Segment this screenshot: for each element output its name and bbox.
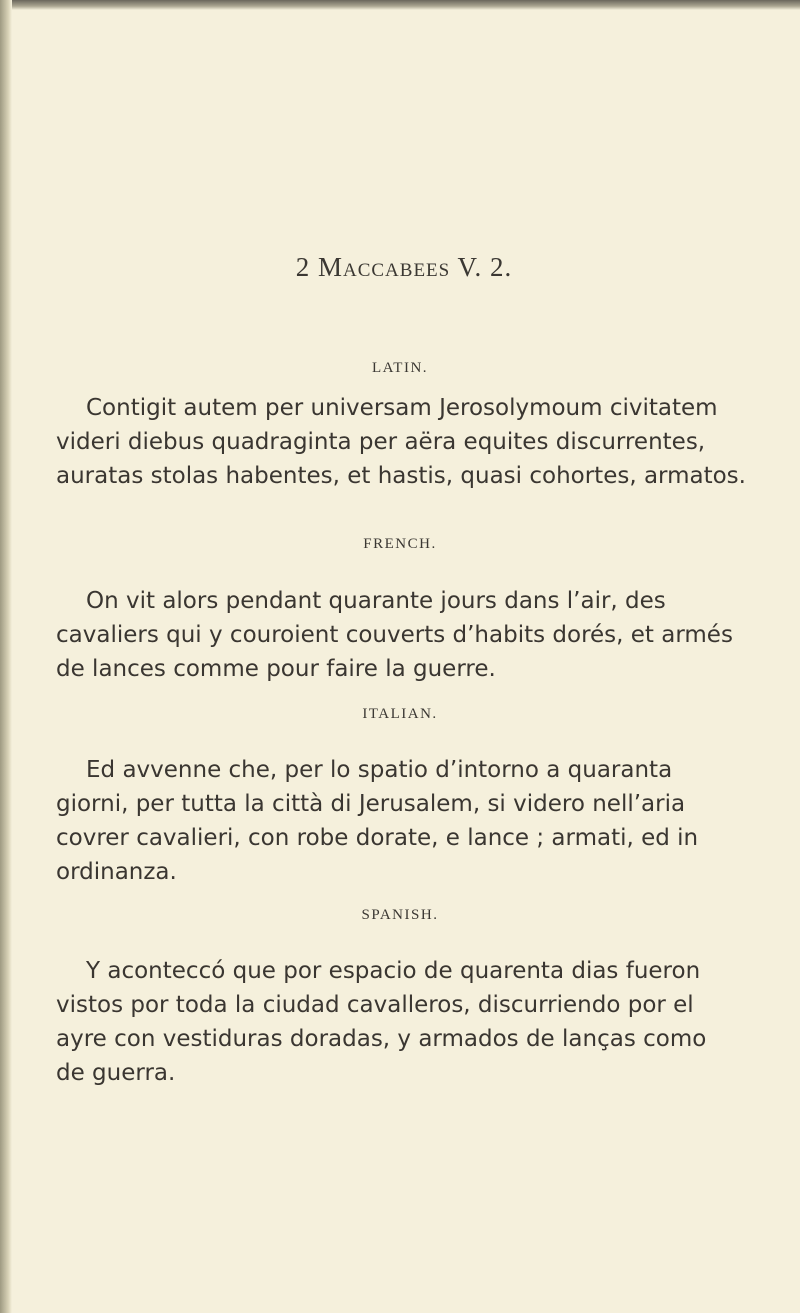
section-text-latin bbox=[56, 391, 746, 493]
section-text-italian bbox=[56, 753, 746, 889]
text-line: giorni, per tutta la città di Jerusalem, si videro nell’aria bbox=[56, 791, 686, 817]
page-title: 2 Maccabees V. 2. bbox=[295, 252, 513, 282]
text-line: de guerra. bbox=[56, 1060, 176, 1086]
text-line: auratas stolas habentes, et hastis, quasi cohortes, armatos. bbox=[56, 463, 746, 489]
text-line: ordinanza. bbox=[56, 859, 177, 885]
text-line: Ed avvenne che, per lo spatio d’intorno a quaranta bbox=[86, 757, 673, 783]
text-line: cavaliers qui y couroient couverts d’habits dorés, et armés bbox=[56, 622, 733, 648]
section-heading-french: FRENCH. bbox=[363, 536, 437, 552]
text-line: Contigit autem per universam Jerosolymoum civitatem bbox=[86, 395, 718, 421]
text-line: vistos por toda la ciudad cavalleros, discurriendo por el bbox=[56, 992, 694, 1018]
section-text-french bbox=[56, 584, 746, 686]
section-heading-spanish: SPANISH. bbox=[361, 907, 439, 923]
section-heading-italian: ITALIAN. bbox=[362, 706, 438, 722]
text-line: ayre con vestiduras doradas, y armados de lanças como bbox=[56, 1026, 707, 1052]
text-line: Y aconteccó que por espacio de quarenta dias fueron bbox=[86, 958, 701, 984]
text-line: de lances comme pour faire la guerre. bbox=[56, 656, 496, 682]
text-line: On vit alors pendant quarante jours dans l’air, des bbox=[86, 588, 666, 614]
text-line: covrer cavalieri, con robe dorate, e lance ; armati, ed in bbox=[56, 825, 699, 851]
text-line: videri diebus quadraginta per aëra equites discurrentes, bbox=[56, 429, 706, 455]
section-heading-latin: LATIN. bbox=[371, 360, 429, 376]
section-text-spanish bbox=[56, 954, 746, 1090]
